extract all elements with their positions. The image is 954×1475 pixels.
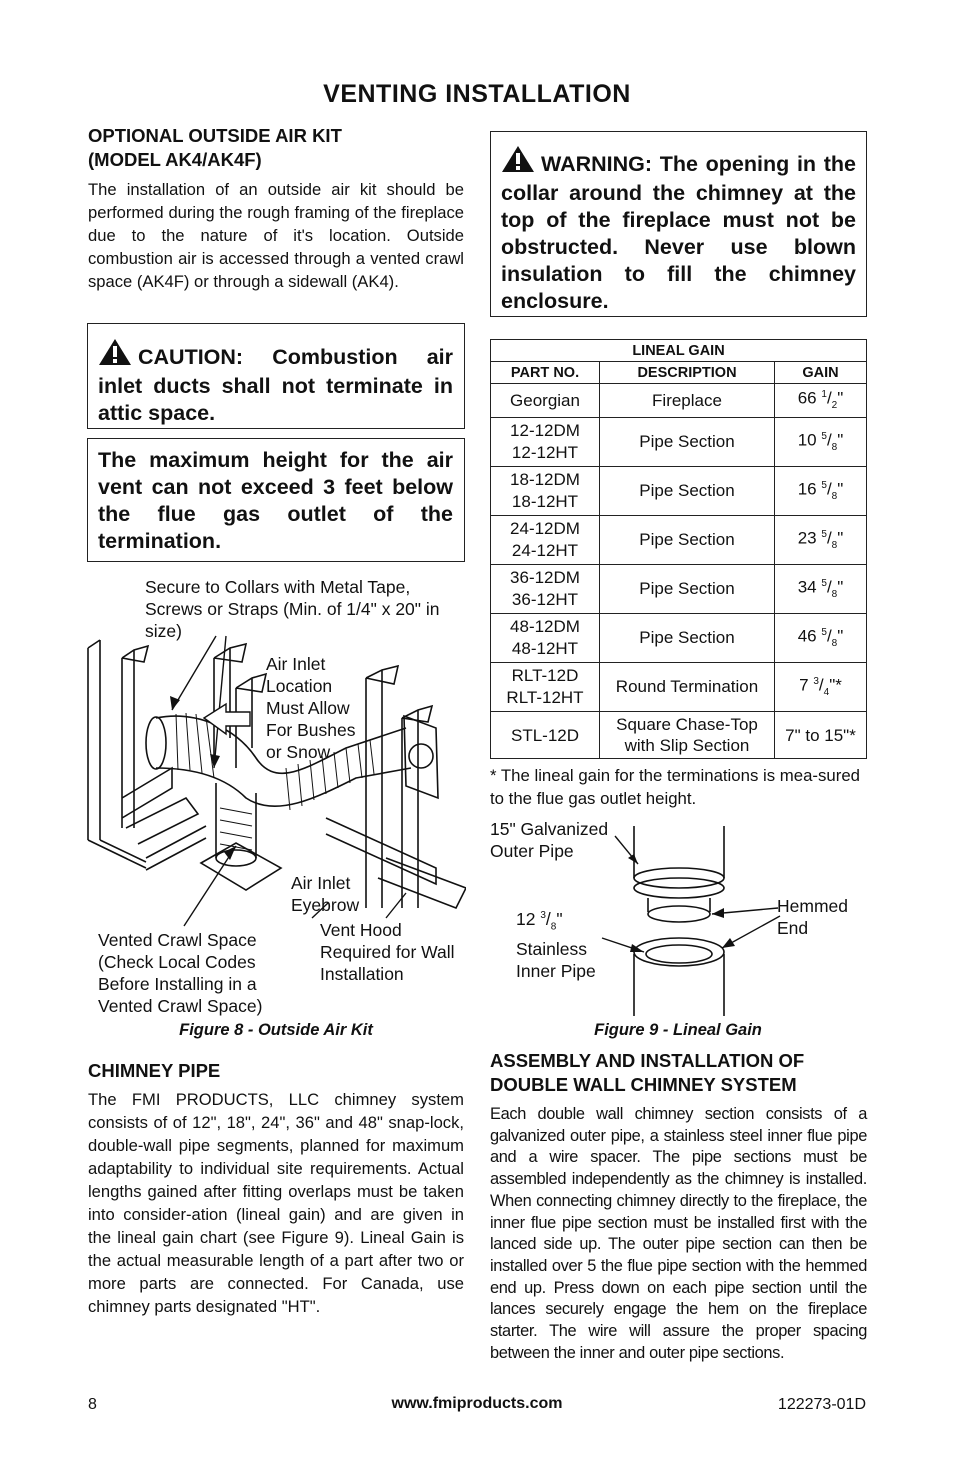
part-number-cell xyxy=(491,712,600,759)
gain-denominator: 8 xyxy=(831,588,838,600)
warning-triangle-icon xyxy=(501,145,535,180)
description-cell: Pipe Section xyxy=(600,516,775,565)
description-cell: Round Termination xyxy=(600,663,775,712)
part-number-alt: 36-12HT xyxy=(511,590,579,610)
warning-triangle-icon xyxy=(98,338,132,373)
gain-denominator: 8 xyxy=(831,490,838,502)
assembly-heading xyxy=(490,1049,870,1097)
table-row xyxy=(491,565,867,614)
part-number-cell xyxy=(491,516,600,565)
part-number-alt: 12-12HT xyxy=(511,443,579,463)
max-height-text: The maximum height for the air vent can not exceed 3 feet below the flue gas outlet of the termination. xyxy=(98,448,453,553)
gain-whole: 34 xyxy=(797,577,817,597)
gain-numerator: 3 xyxy=(813,675,819,687)
part-number: RLT-12D xyxy=(511,666,579,686)
label-air-inlet-location: Air Inlet Location Must Allow For Bushes or Snow xyxy=(266,654,356,762)
table-row xyxy=(491,384,867,418)
table-footnote: * The lineal gain for the terminations is mea-sured to the flue gas outlet height. xyxy=(490,766,860,808)
description-cell: Pipe Section xyxy=(600,614,775,663)
chimney-pipe-paragraph: The FMI PRODUCTS, LLC chimney system consists of of 12", 18", 24", 36" and 48" snap-lock, double-wall pipe segments, planned for maximum adaptability to individual site requirements. Actual lengths gained after fitting overlaps must be taken into consider-ation (lineal gain) and are given in the lineal gain chart (see Figure 9). Lineal Gain is the actual measurable length of a part after two or more parts are connected. For Canada, use chimney parts designated "HT". xyxy=(88,1090,464,1316)
part-number: Georgian xyxy=(510,390,580,410)
gain-cell: 46 $^5/_8$" xyxy=(775,614,867,663)
caution-box xyxy=(87,323,465,429)
description-cell: Pipe Section xyxy=(600,467,775,516)
gain-suffix: " xyxy=(837,626,844,646)
gain-numerator: 1 xyxy=(821,389,827,400)
figure9-caption: Figure 9 - Lineal Gain xyxy=(594,1021,762,1039)
label-hemmed-end: Hemmed End xyxy=(777,896,848,938)
caution-text: CAUTION: Combustion air inlet ducts shall not terminate in attic space. xyxy=(98,345,453,425)
label-air-inlet-eyebrow: Air Inlet Eyebrow xyxy=(291,873,360,915)
gain-cell: 7 $^3/_4"*$ xyxy=(775,663,867,712)
gain-whole: 66 xyxy=(797,388,817,408)
warning-box xyxy=(490,131,867,317)
gain-numerator: 5 xyxy=(821,528,827,540)
gain-denominator: 8 xyxy=(831,637,838,649)
gain-suffix: 7" to 15"* xyxy=(785,725,856,745)
max-height-box xyxy=(87,438,465,562)
table-row xyxy=(491,467,867,516)
assembly-heading-line1: ASSEMBLY AND INSTALLATION OF xyxy=(490,1050,805,1071)
gain-suffix: " xyxy=(837,388,844,408)
chimney-pipe-heading: CHIMNEY PIPE xyxy=(88,1060,221,1081)
description-cell: Pipe Section xyxy=(600,418,775,467)
description-cell: Fireplace xyxy=(600,384,775,418)
table-header-description: DESCRIPTION xyxy=(600,362,775,384)
gain-whole: 23 xyxy=(797,528,817,548)
part-number-alt: 24-12HT xyxy=(511,541,579,561)
part-number-cell xyxy=(491,663,600,712)
lineal-gain-table xyxy=(490,339,867,759)
gain-denominator: 2 xyxy=(831,400,838,412)
gain-cell xyxy=(775,712,867,759)
footer-website: www.fmiproducts.com xyxy=(391,1395,563,1412)
part-number-alt: 48-12HT xyxy=(511,639,579,659)
label-inner-pipe: 12 $^3/_8$" Stainless Inner Pipe xyxy=(516,905,626,982)
part-number: 18-12DM xyxy=(510,470,580,490)
inner-pipe-rest: Stainless Inner Pipe xyxy=(516,939,596,982)
label-secure-collars: Secure to Collars with Metal Tape, Screws or Straps (Min. of 1/4" x 20" in size) xyxy=(145,577,440,641)
part-number: 24-12DM xyxy=(510,519,580,539)
part-number-alt: 18-12HT xyxy=(511,492,579,512)
gain-numerator: 5 xyxy=(821,577,827,589)
gain-denominator: 8 xyxy=(831,441,838,453)
label-outer-pipe: 15" Galvanized Outer Pipe xyxy=(490,819,609,861)
label-vent-hood: Vent Hood Required for Wall Installation xyxy=(320,920,455,984)
air-kit-heading xyxy=(88,124,468,172)
gain-suffix: " xyxy=(837,528,844,548)
table-row xyxy=(491,418,867,467)
figure8-caption: Figure 8 - Outside Air Kit xyxy=(179,1021,373,1039)
part-number-cell xyxy=(491,418,600,467)
part-number-cell xyxy=(491,467,600,516)
assembly-heading-line2: DOUBLE WALL CHIMNEY SYSTEM xyxy=(490,1074,797,1095)
gain-suffix: " xyxy=(837,479,844,499)
page-number: 8 xyxy=(88,1396,97,1413)
table-header-gain: GAIN xyxy=(775,362,867,384)
gain-whole: 7 xyxy=(799,675,809,695)
gain-suffix: " xyxy=(837,577,844,597)
part-number: 48-12DM xyxy=(510,617,580,637)
description-cell: Pipe Section xyxy=(600,565,775,614)
inner-pipe-num: 3 xyxy=(540,910,546,921)
gain-whole: 16 xyxy=(797,479,817,499)
gain-whole: 10 xyxy=(797,430,817,450)
assembly-paragraph: Each double wall chimney section consists of a galvanized outer pipe, a stainless steel inner flue pipe and a wire spacer. The pipe sections must be assembled independently as the chimney is installed. When connecting chimney directly to the fireplace, the inner flue pipe section must be installed first with the lanced side up. The outer pipe section can then be installed over 5 the flue pipe section with the hemmed end up. Press down on each pipe section until the lances securely engage the hem on the fireplace starter. The wire will assure the proper spacing between the inner and outer pipe sections. xyxy=(490,1105,867,1362)
part-number-cell xyxy=(491,614,600,663)
lineal-gain-illustration xyxy=(600,826,800,1016)
gain-cell: 34 $^5/_8$" xyxy=(775,565,867,614)
air-kit-heading-line2: (MODEL AK4/AK4F) xyxy=(88,149,262,170)
table-row xyxy=(491,663,867,712)
table-header-part: PART NO. xyxy=(491,362,600,384)
table-row xyxy=(491,516,867,565)
table-body xyxy=(491,384,867,759)
part-number: 12-12DM xyxy=(510,421,580,441)
gain-cell: 10 $^5/_8$" xyxy=(775,418,867,467)
table-title: LINEAL GAIN xyxy=(491,340,867,362)
inner-pipe-whole: 12 xyxy=(516,908,536,929)
footer-doc-number: 122273-01D xyxy=(777,1396,866,1413)
inner-pipe-den: 8 xyxy=(550,921,557,933)
part-number-alt: RLT-12HT xyxy=(506,688,584,708)
outside-air-kit-illustration xyxy=(86,618,466,938)
gain-suffix: " xyxy=(837,430,844,450)
warning-text: WARNING: The opening in the collar around the chimney at the top of the fireplace must not be obstructed. Never use blown insulation to fill the chimney enclosure. xyxy=(501,152,856,313)
air-kit-heading-line1: OPTIONAL OUTSIDE AIR KIT xyxy=(88,125,342,146)
part-number: STL-12D xyxy=(510,725,580,745)
table-row xyxy=(491,614,867,663)
part-number: 36-12DM xyxy=(510,568,580,588)
part-number-cell xyxy=(491,565,600,614)
gain-denominator: 8 xyxy=(831,539,838,551)
part-number-cell xyxy=(491,384,600,418)
gain-whole: 46 xyxy=(797,626,817,646)
gain-numerator: 5 xyxy=(821,430,827,442)
label-vented-crawl-space: Vented Crawl Space (Check Local Codes Before Installing in a Vented Crawl Space) xyxy=(98,930,263,1016)
gain-denominator: 4 xyxy=(823,686,830,698)
description-cell: Square Chase-Top with Slip Section xyxy=(600,712,775,759)
table-row xyxy=(491,712,867,759)
air-kit-paragraph: The installation of an outside air kit should be performed during the rough framing of the fireplace due to the nature of it's location. Outside combustion air is accessed through a vented crawl space (AK4F) or through a sidewall (AK4). xyxy=(88,180,464,291)
gain-suffix: "* xyxy=(829,675,842,695)
gain-cell: 23 $^5/_8$" xyxy=(775,516,867,565)
gain-cell: 16 $^5/_8$" xyxy=(775,467,867,516)
gain-cell: 66 $^1/_2$" xyxy=(775,384,867,418)
gain-numerator: 5 xyxy=(821,626,827,638)
gain-numerator: 5 xyxy=(821,479,827,491)
page-title: VENTING INSTALLATION xyxy=(323,80,631,108)
